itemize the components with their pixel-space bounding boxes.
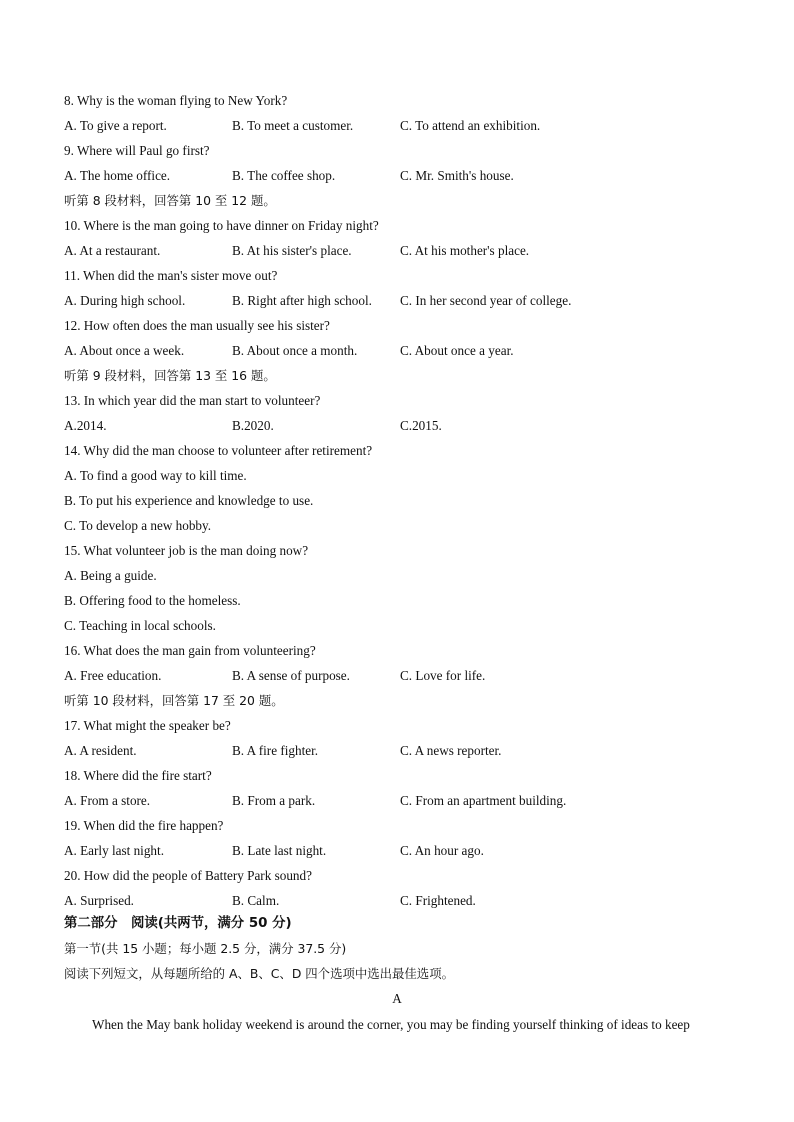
option-a: A. Surprised. [64, 893, 134, 908]
option-c: C. To attend an exhibition. [400, 118, 541, 133]
question-14-option-c: C. To develop a new hobby. [64, 518, 212, 533]
question-14-option-a: A. To find a good way to kill time. [64, 468, 247, 483]
section-heading: 第二部分 阅读(共两节，满分 50 分) [64, 916, 292, 931]
question-15-option-b: B. Offering food to the homeless. [64, 593, 241, 608]
option-b: B.2020. [232, 418, 274, 433]
option-b: B. About once a month. [232, 343, 358, 358]
option-c: C. A news reporter. [400, 743, 502, 758]
section-instruction: 阅读下列短文，从每题所给的 A、B、C、D 四个选项中选出最佳选项。 [64, 966, 454, 981]
instruction-segment-9: 听第 9 段材料，回答第 13 至 16 题。 [64, 368, 276, 383]
option-b: B. At his sister's place. [232, 243, 352, 258]
question-14-stem: 14. Why did the man choose to volunteer after retirement? [64, 443, 373, 458]
option-b: B. Calm. [232, 893, 280, 908]
question-18-stem: 18. Where did the fire start? [64, 768, 212, 783]
option-b: B. A fire fighter. [232, 743, 319, 758]
option-a: A. About once a week. [64, 343, 185, 358]
option-c: C. Love for life. [400, 668, 486, 683]
question-19-stem: 19. When did the fire happen? [64, 818, 224, 833]
question-8-stem: 8. Why is the woman flying to New York? [64, 93, 288, 108]
question-14-option-b: B. To put his experience and knowledge to use. [64, 493, 314, 508]
option-c: C. Mr. Smith's house. [400, 168, 514, 183]
passage-first-line: When the May bank holiday weekend is around the corner, you may be finding yourself thinking of ideas to keep [92, 1017, 690, 1032]
option-b: B. A sense of purpose. [232, 668, 350, 683]
question-11-stem: 11. When did the man's sister move out? [64, 268, 278, 283]
question-20-stem: 20. How did the people of Battery Park sound? [64, 868, 312, 883]
question-17-stem: 17. What might the speaker be? [64, 718, 231, 733]
question-12-stem: 12. How often does the man usually see his sister? [64, 318, 330, 333]
section-subheading: 第一节(共 15 小题；每小题 2.5 分，满分 37.5 分) [64, 941, 347, 956]
option-b: B. Right after high school. [232, 293, 372, 308]
question-9-stem: 9. Where will Paul go first? [64, 143, 210, 158]
question-10-stem: 10. Where is the man going to have dinner on Friday night? [64, 218, 379, 233]
option-a: A.2014. [64, 418, 107, 433]
option-a: A. Free education. [64, 668, 162, 683]
option-a: A. The home office. [64, 168, 171, 183]
option-a: A. To give a report. [64, 118, 167, 133]
question-15-option-a: A. Being a guide. [64, 568, 157, 583]
option-b: B. The coffee shop. [232, 168, 336, 183]
question-15-stem: 15. What volunteer job is the man doing now? [64, 543, 309, 558]
option-c: C. About once a year. [400, 343, 514, 358]
instruction-segment-8: 听第 8 段材料，回答第 10 至 12 题。 [64, 193, 276, 208]
question-16-stem: 16. What does the man gain from volunteering? [64, 643, 316, 658]
option-b: B. Late last night. [232, 843, 327, 858]
passage-label: A [392, 991, 402, 1006]
option-c: C. From an apartment building. [400, 793, 567, 808]
option-b: B. To meet a customer. [232, 118, 354, 133]
option-b: B. From a park. [232, 793, 316, 808]
option-a: A. A resident. [64, 743, 137, 758]
option-c: C. Frightened. [400, 893, 476, 908]
instruction-segment-10: 听第 10 段材料，回答第 17 至 20 题。 [64, 693, 284, 708]
option-a: A. From a store. [64, 793, 151, 808]
option-a: A. Early last night. [64, 843, 164, 858]
question-15-option-c: C. Teaching in local schools. [64, 618, 216, 633]
option-c: C. An hour ago. [400, 843, 484, 858]
option-c: C. In her second year of college. [400, 293, 572, 308]
option-c: C.2015. [400, 418, 442, 433]
option-a: A. During high school. [64, 293, 186, 308]
question-13-stem: 13. In which year did the man start to volunteer? [64, 393, 321, 408]
option-a: A. At a restaurant. [64, 243, 161, 258]
option-c: C. At his mother's place. [400, 243, 530, 258]
